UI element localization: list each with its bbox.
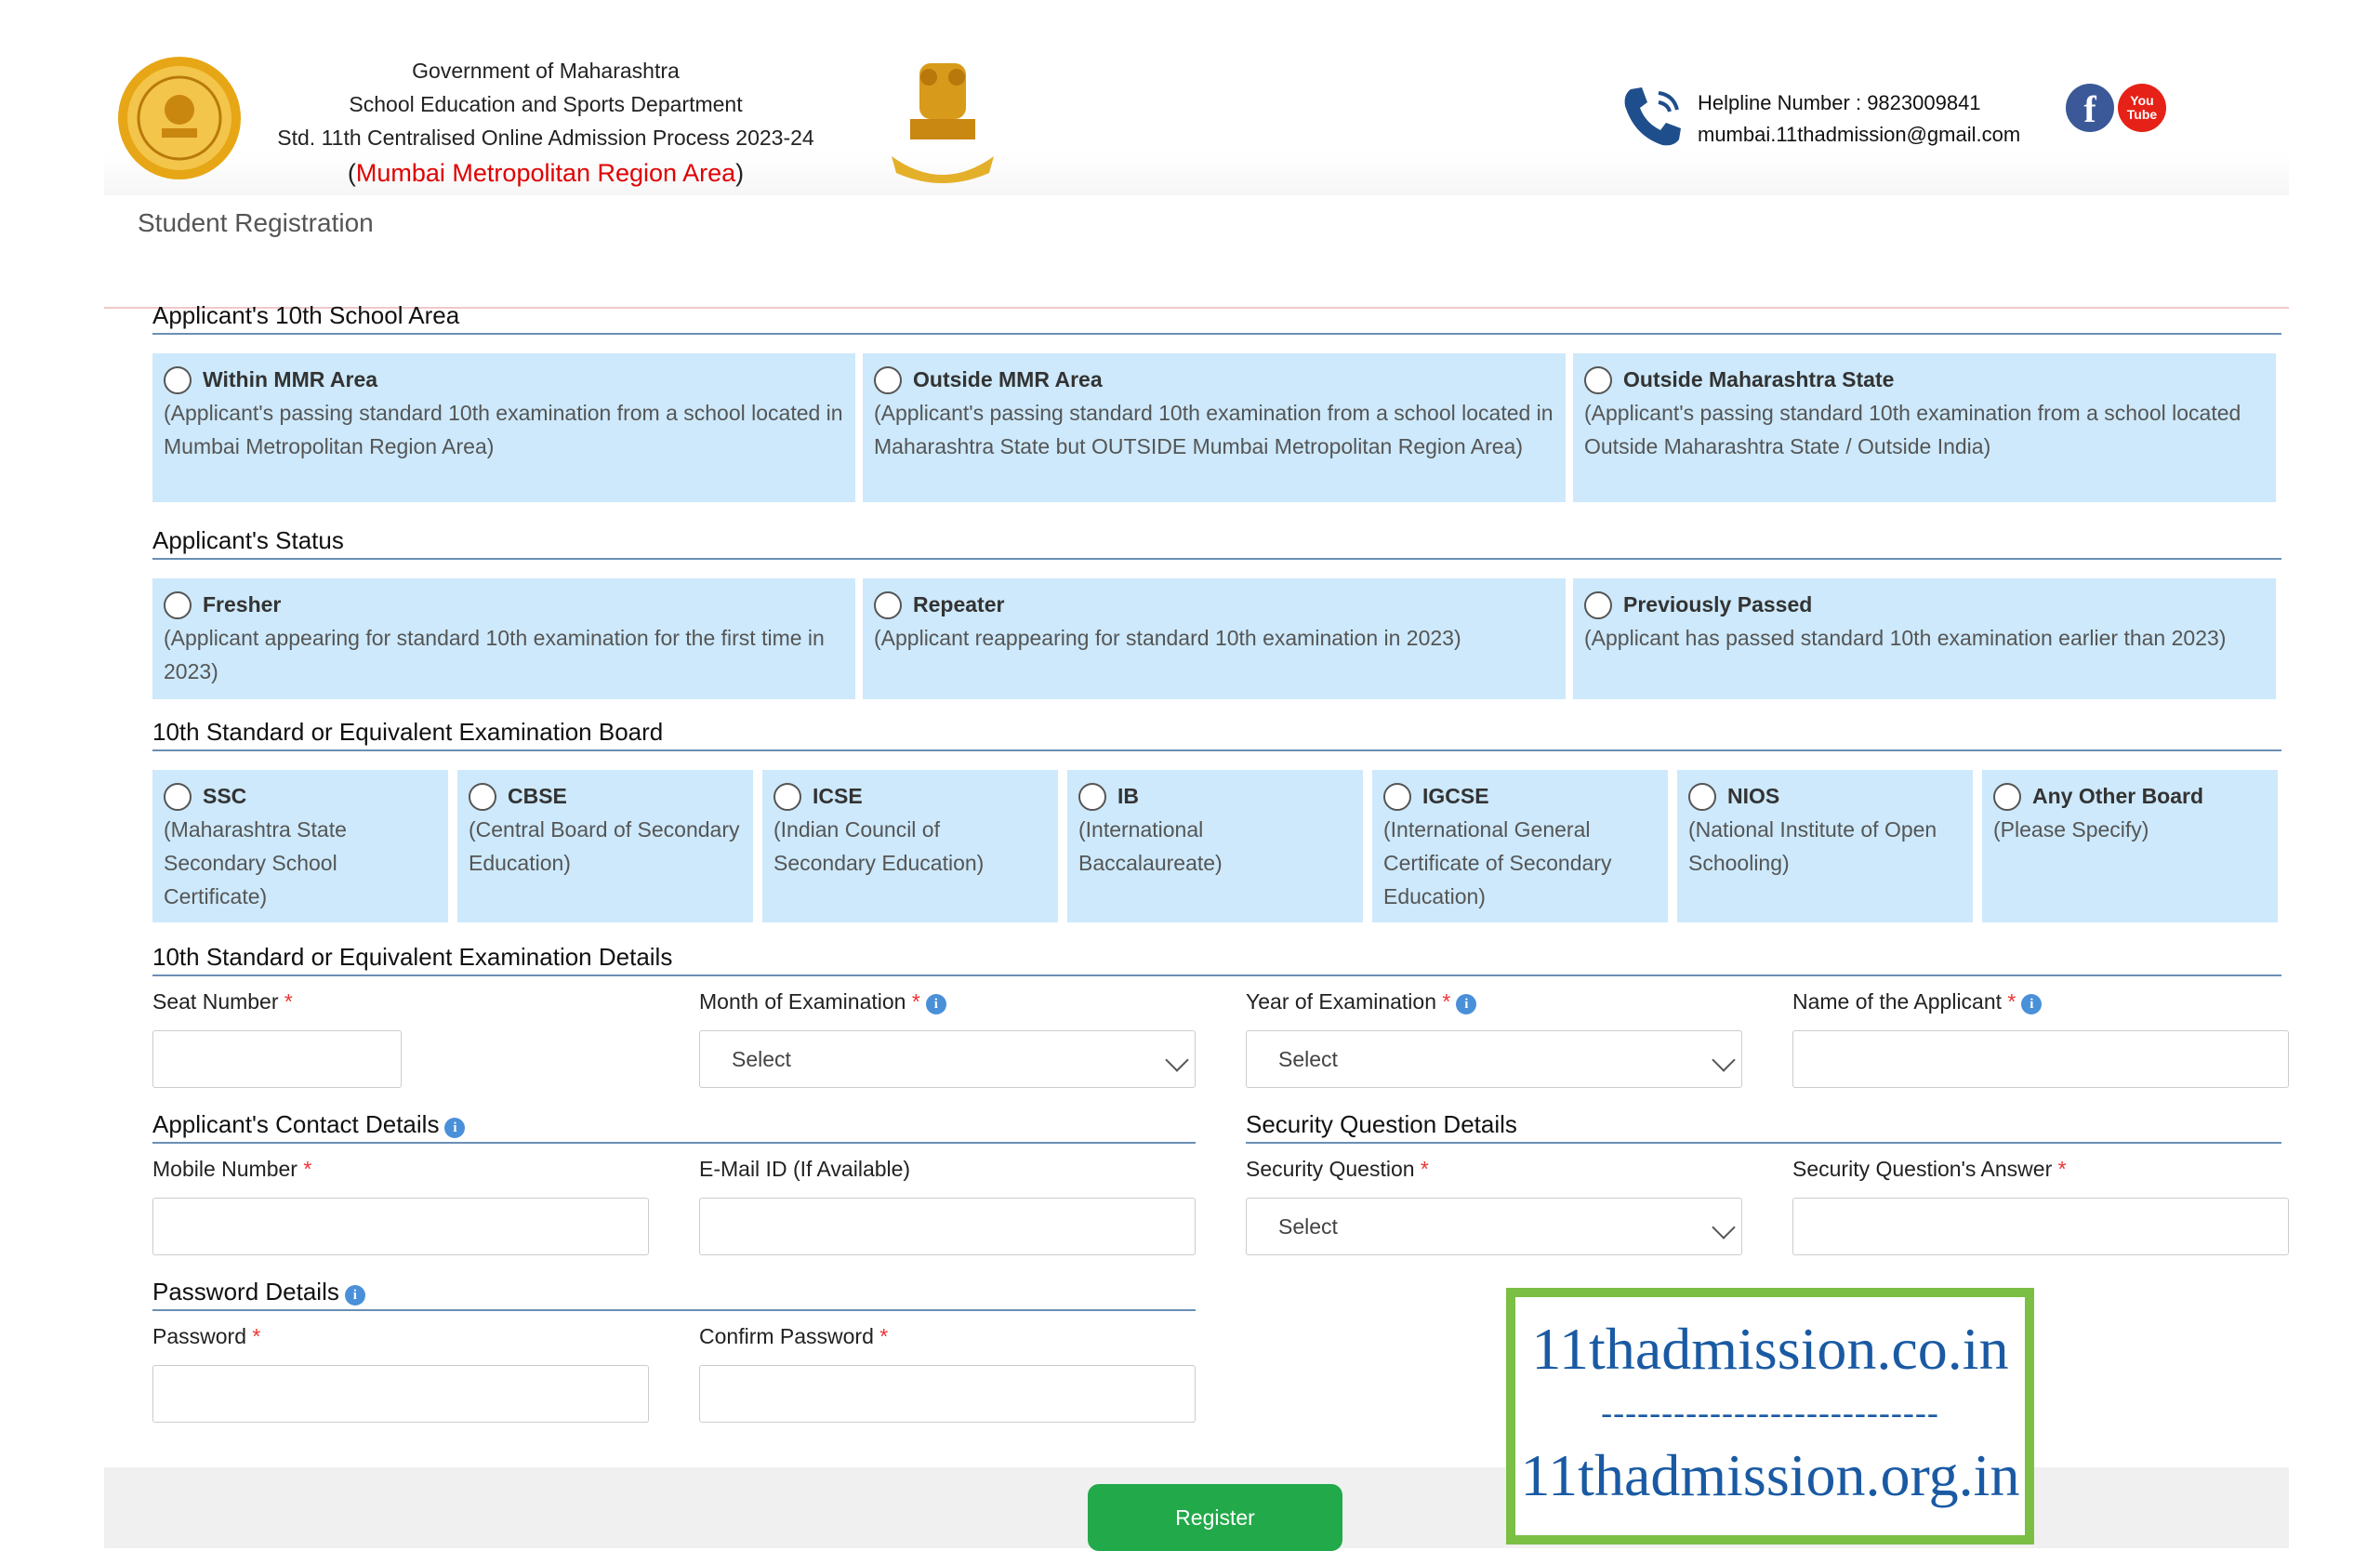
- option-ib[interactable]: [1067, 770, 1363, 922]
- info-icon[interactable]: i: [2021, 994, 2042, 1014]
- watermark-line-2: ----------------------------: [1601, 1394, 1939, 1431]
- watermark-line-3: 11thadmission.org.in: [1520, 1442, 2020, 1508]
- national-emblem-icon: [887, 54, 998, 189]
- confirm-password-input[interactable]: [699, 1365, 1196, 1423]
- info-icon[interactable]: i: [1456, 994, 1476, 1014]
- required-mark: *: [2057, 1157, 2067, 1181]
- youtube-icon[interactable]: You Tube: [2118, 84, 2166, 132]
- seat-number-input[interactable]: [152, 1030, 402, 1088]
- applicant-name-label: [1792, 989, 2042, 1014]
- region-line: [262, 154, 829, 192]
- option-title: Previously Passed: [1623, 592, 1813, 616]
- security-answer-label: [1792, 1157, 2067, 1182]
- page-title-bar: [104, 195, 2289, 309]
- option-desc: (International General Certificate of Secondary Education): [1383, 817, 1612, 908]
- option-outside-maharashtra[interactable]: [1573, 353, 2276, 502]
- info-icon[interactable]: i: [345, 1285, 365, 1306]
- radio-fresher[interactable]: [164, 591, 192, 619]
- info-icon[interactable]: i: [926, 994, 946, 1014]
- option-desc: (Applicant's passing standard 10th examination from a school located in Maharashtra State but OUTSIDE Mumbai Metropolitan Region Area): [874, 401, 1554, 458]
- radio-ssc[interactable]: [164, 783, 192, 811]
- option-desc: (Applicant reappearing for standard 10th examination in 2023): [874, 626, 1461, 650]
- label-text: Confirm Password: [699, 1324, 874, 1348]
- label-text: Name of the Applicant: [1792, 989, 2003, 1014]
- region-close: ): [735, 159, 745, 187]
- option-nios[interactable]: [1677, 770, 1973, 922]
- option-desc: (Indian Council of Secondary Education): [774, 817, 985, 875]
- option-previously-passed[interactable]: [1573, 578, 2276, 699]
- option-title: Outside Maharashtra State: [1623, 367, 1895, 391]
- select-value: Select: [1278, 1047, 1338, 1071]
- option-title: IB: [1117, 784, 1139, 808]
- mobile-label: [152, 1157, 311, 1182]
- required-mark: *: [303, 1157, 312, 1181]
- government-heading: [262, 54, 829, 192]
- option-title: Within MMR Area: [203, 367, 378, 391]
- radio-any-other-board[interactable]: [1993, 783, 2021, 811]
- helpline-number: Helpline Number : 9823009841: [1698, 91, 1981, 114]
- option-desc: (Central Board of Secondary Education): [469, 817, 740, 875]
- option-desc: (Maharashtra State Secondary School Certificate): [164, 817, 347, 908]
- required-mark: *: [1420, 1157, 1429, 1181]
- security-question-select[interactable]: [1246, 1198, 1742, 1255]
- select-value: Select: [732, 1047, 791, 1071]
- option-igcse[interactable]: [1372, 770, 1668, 922]
- helpline-email[interactable]: mumbai.11thadmission@gmail.com: [1698, 123, 2021, 146]
- helpline-info: [1698, 87, 2020, 151]
- gov-line-1: Government of Maharashtra: [412, 59, 680, 83]
- school-area-heading: Applicant's 10th School Area: [152, 301, 2281, 335]
- option-desc: (International Baccalaureate): [1078, 817, 1223, 875]
- option-desc: (National Institute of Open Schooling): [1688, 817, 1937, 875]
- label-text: Security Question's Answer: [1792, 1157, 2053, 1181]
- page: [104, 54, 2289, 1548]
- heading-text: Applicant's Contact Details: [152, 1110, 440, 1138]
- option-desc: (Applicant has passed standard 10th examination earlier than 2023): [1584, 626, 2227, 650]
- gov-line-2: School Education and Sports Department: [349, 92, 743, 116]
- label-text: Year of Examination: [1246, 989, 1437, 1014]
- security-answer-input[interactable]: [1792, 1198, 2289, 1255]
- required-mark: *: [879, 1324, 889, 1348]
- label-text: Security Question: [1246, 1157, 1415, 1181]
- password-input[interactable]: [152, 1365, 649, 1423]
- required-mark: *: [252, 1324, 261, 1348]
- option-fresher[interactable]: [152, 578, 855, 699]
- region-open: (: [347, 159, 356, 187]
- radio-previously-passed[interactable]: [1584, 591, 1612, 619]
- required-mark: *: [1442, 989, 1451, 1014]
- chevron-down-icon: [1712, 1048, 1735, 1071]
- facebook-icon[interactable]: f: [2066, 84, 2114, 132]
- label-text: Seat Number: [152, 989, 279, 1014]
- option-icse[interactable]: [762, 770, 1058, 922]
- option-title: Any Other Board: [2032, 784, 2204, 808]
- heading-text: Password Details: [152, 1278, 339, 1306]
- info-icon[interactable]: i: [444, 1118, 465, 1138]
- option-any-other-board[interactable]: [1982, 770, 2278, 922]
- option-desc: (Applicant's passing standard 10th examination from a school located Outside Maharashtra State / Outside India): [1584, 401, 2241, 458]
- option-title: IGCSE: [1422, 784, 1489, 808]
- radio-ib[interactable]: [1078, 783, 1106, 811]
- option-title: SSC: [203, 784, 247, 808]
- page-title: Student Registration: [138, 208, 374, 237]
- option-outside-mmr[interactable]: [863, 353, 1566, 502]
- region-name: Mumbai Metropolitan Region Area: [355, 159, 736, 187]
- radio-cbse[interactable]: [469, 783, 496, 811]
- option-title: ICSE: [813, 784, 863, 808]
- option-desc: (Applicant appearing for standard 10th examination for the first time in 2023): [164, 626, 825, 683]
- radio-outside-mmr[interactable]: [874, 366, 902, 394]
- option-desc: (Applicant's passing standard 10th examination from a school located in Mumbai Metropolitan Region Area): [164, 401, 843, 458]
- month-select[interactable]: [699, 1030, 1196, 1088]
- security-question-label: [1246, 1157, 1429, 1182]
- radio-igcse[interactable]: [1383, 783, 1411, 811]
- label-text: Mobile Number: [152, 1157, 298, 1181]
- exam-details-heading: 10th Standard or Equivalent Examination Details: [152, 943, 2281, 976]
- register-button[interactable]: Register: [1088, 1484, 1342, 1551]
- radio-within-mmr[interactable]: [164, 366, 192, 394]
- option-title: Fresher: [203, 592, 282, 616]
- option-repeater[interactable]: [863, 578, 1566, 699]
- option-title: Repeater: [913, 592, 1005, 616]
- seat-number-label: [152, 989, 293, 1014]
- label-text: Month of Examination: [699, 989, 906, 1014]
- select-value: Select: [1278, 1214, 1338, 1239]
- password-heading: [152, 1278, 1196, 1311]
- month-label: [699, 989, 946, 1014]
- email-label: E-Mail ID (If Available): [699, 1157, 911, 1181]
- password-label: [152, 1324, 260, 1349]
- option-within-mmr[interactable]: [152, 353, 855, 502]
- option-title: NIOS: [1727, 784, 1780, 808]
- year-select[interactable]: [1246, 1030, 1742, 1088]
- applicant-name-input[interactable]: [1792, 1030, 2289, 1088]
- option-title: CBSE: [508, 784, 567, 808]
- chevron-down-icon: [1165, 1048, 1188, 1071]
- confirm-password-label: [699, 1324, 888, 1349]
- year-label: [1246, 989, 1476, 1014]
- radio-repeater[interactable]: [874, 591, 902, 619]
- option-cbse[interactable]: [457, 770, 753, 922]
- contact-heading: [152, 1110, 1196, 1144]
- radio-nios[interactable]: [1688, 783, 1716, 811]
- mobile-input[interactable]: [152, 1198, 649, 1255]
- watermark-line-1: 11thadmission.co.in: [1531, 1316, 2009, 1382]
- phone-icon: [1618, 82, 1688, 152]
- required-mark: *: [911, 989, 920, 1014]
- radio-icse[interactable]: [774, 783, 801, 811]
- option-desc: (Please Specify): [1993, 817, 2149, 842]
- site-header: [104, 54, 2289, 195]
- label-text: Password: [152, 1324, 246, 1348]
- gov-line-3: Std. 11th Centralised Online Admission Process 2023-24: [277, 126, 814, 150]
- email-input[interactable]: [699, 1198, 1196, 1255]
- board-heading: 10th Standard or Equivalent Examination Board: [152, 718, 2281, 751]
- chevron-down-icon: [1712, 1215, 1735, 1239]
- status-heading: Applicant's Status: [152, 526, 2281, 560]
- required-mark: *: [284, 989, 293, 1014]
- maharashtra-seal-icon: [115, 54, 244, 182]
- option-ssc[interactable]: [152, 770, 448, 922]
- watermark: [1506, 1288, 2034, 1544]
- option-title: Outside MMR Area: [913, 367, 1103, 391]
- security-heading: Security Question Details: [1246, 1110, 2281, 1144]
- radio-outside-maharashtra[interactable]: [1584, 366, 1612, 394]
- required-mark: *: [2007, 989, 2016, 1014]
